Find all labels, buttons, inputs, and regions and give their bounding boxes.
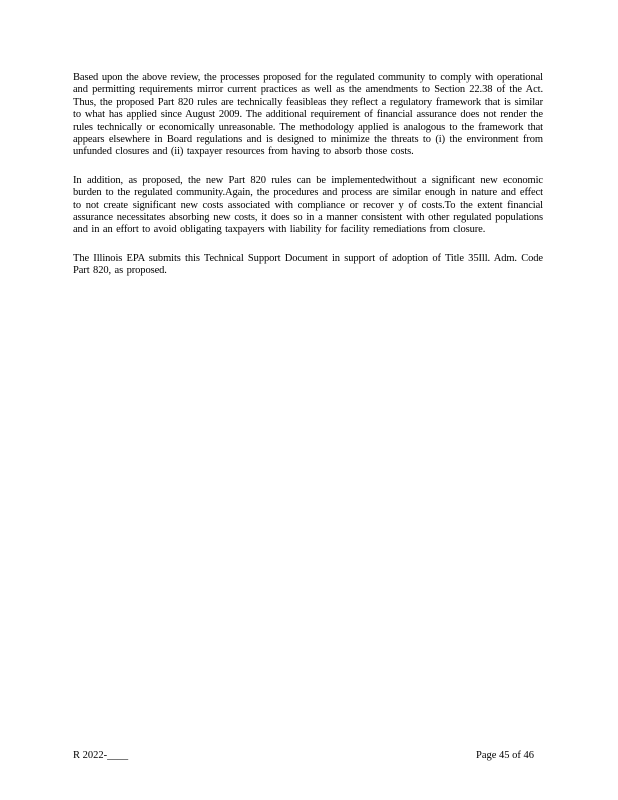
footer-page-number: Page 45 of 46: [476, 750, 535, 761]
paragraph-economic-burden: In addition, as proposed, the new Part 820 rules can be implementedwithout a significant new economic burden to the regulated community.Again, the procedures and process are similar enough in nature and effect to not create significant new costs associated with compliance or recover y of costs.To the extent financial assurance necessitates absorbing new costs, it does so in a manner consistent with other regulated populations and in an effort to avoid obligating taxpayers with liability for facility remediations from closure.: [73, 174, 543, 236]
paragraph-submission: The Illinois EPA submits this Technical Support Document in support of adoption of Title 35Ill. Adm. Code Part 820, as proposed.: [73, 252, 543, 277]
footer-docket-number: R 2022-____: [73, 750, 129, 761]
document-body: [73, 72, 543, 294]
paragraph-review-summary: Based upon the above review, the processes proposed for the regulated community to comply with operational and permitting requirements mirror current practices as well as the amendments to Section 22.38 of the Act. Thus, the proposed Part 820 rules are technically feasibleas they reflect a regulatory framework that is similar to what has applied since August 2009. The additional requirement of financial assurance does not render the rules technically or economically unreasonable. The methodology applied is analogous to the framework that appears elsewhere in Board regulations and is designed to minimize the threats to (i) the environment from unfunded closures and (ii) taxpayer resources from having to absorb those costs.: [73, 72, 543, 158]
